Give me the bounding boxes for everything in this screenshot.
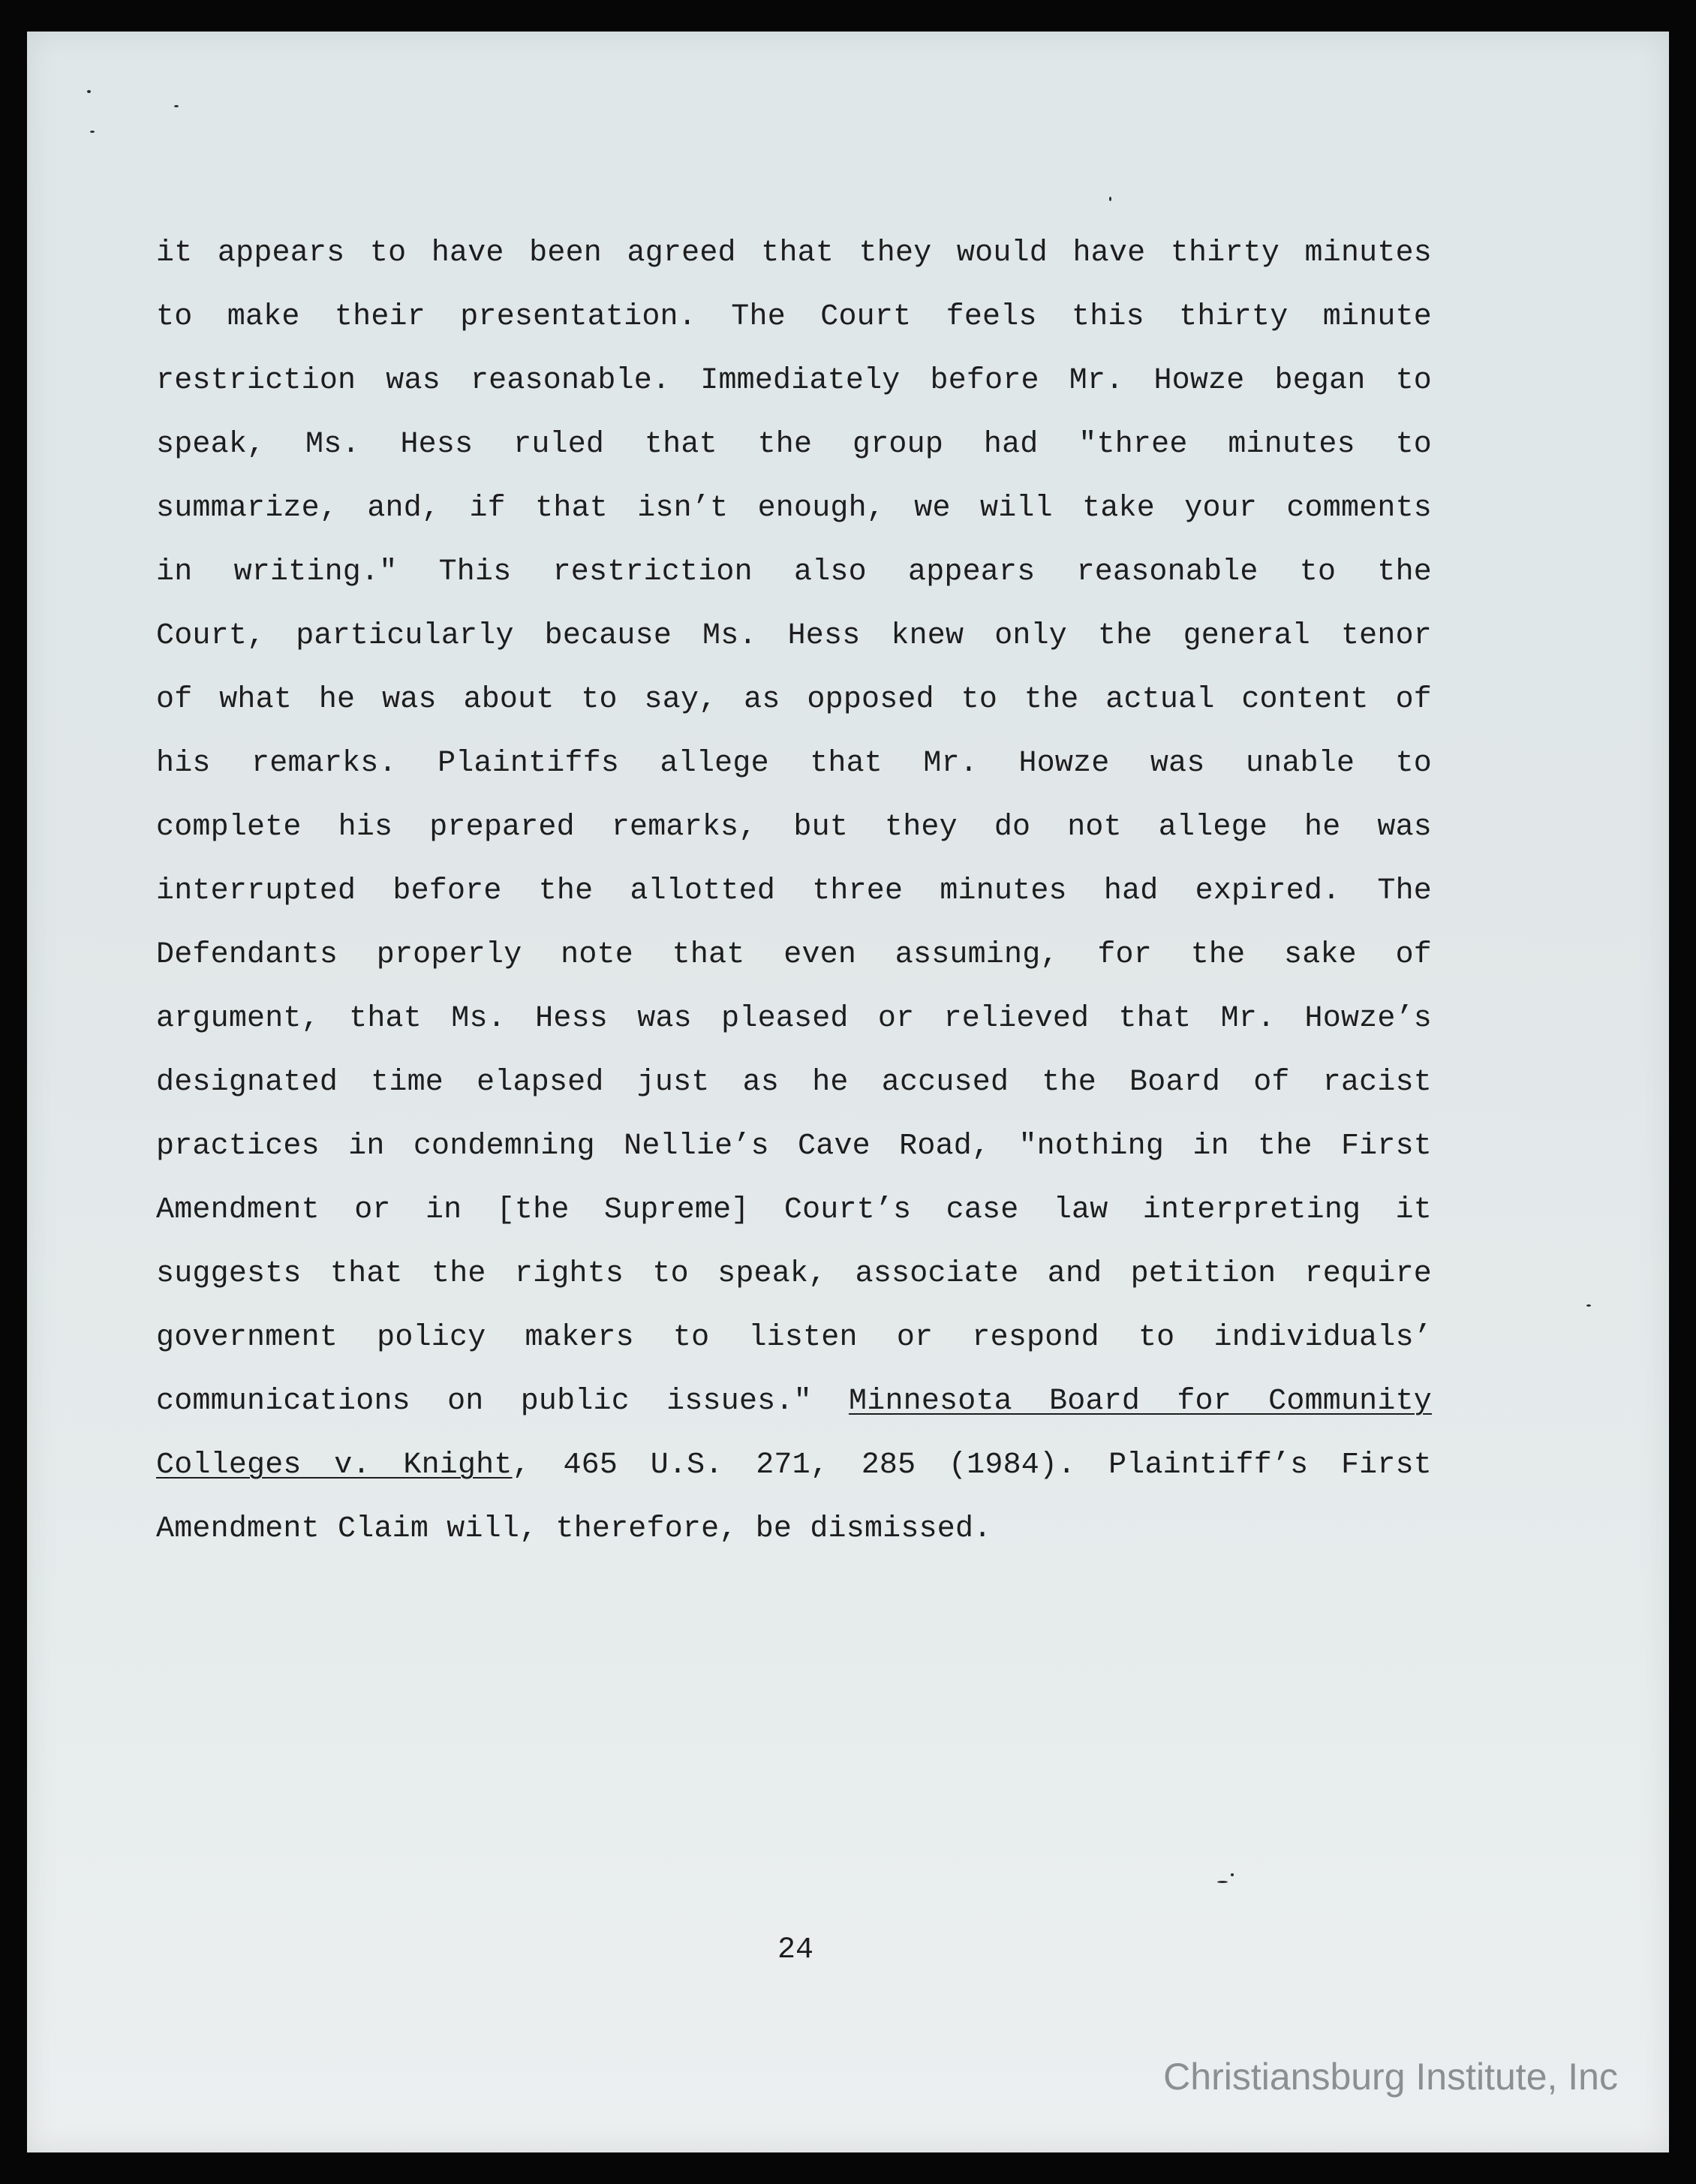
paper-speck <box>174 105 179 107</box>
case-citation: Minnesota Board for Community <box>849 1385 1432 1418</box>
text-line: it appears to have been agreed that they would have thirty minutes <box>156 236 1432 270</box>
text-line: to make their presentation. The Court feels this thirty minute <box>156 300 1432 334</box>
text-line: in writing." This restriction also appears reasonable to the <box>156 555 1432 589</box>
paper-speck <box>1217 1881 1228 1883</box>
citation-line <box>156 1443 1432 1507</box>
citation-line <box>156 1379 1432 1443</box>
paper-speck <box>1109 197 1111 201</box>
text-line: complete his prepared remarks, but they do not allege he was <box>156 811 1432 844</box>
text-line: Court, particularly because Ms. Hess knew only the general tenor <box>156 619 1432 653</box>
text-line: suggests that the rights to speak, associate and petition require <box>156 1257 1432 1291</box>
paper-speck <box>1231 1873 1234 1876</box>
watermark: Christiansburg Institute, Inc <box>1163 2056 1618 2098</box>
text-line: his remarks. Plaintiffs allege that Mr. Howze was unable to <box>156 747 1432 781</box>
paper-speck <box>90 131 95 133</box>
paper-speck <box>1586 1304 1591 1307</box>
text-line: of what he was about to say, as opposed to the actual content of <box>156 683 1432 717</box>
citation-reporter: , 465 U.S. 271, 285 (1984). Plaintiff’s First <box>512 1448 1432 1482</box>
paper-speck <box>87 90 91 93</box>
text-line: Amendment or in [the Supreme] Court’s case law interpreting it <box>156 1193 1432 1227</box>
text-line: government policy makers to listen or respond to individuals’ <box>156 1321 1432 1355</box>
text-line: Amendment Claim will, therefore, be dismissed. <box>156 1512 992 1546</box>
text-line: Defendants properly note that even assuming, for the sake of <box>156 938 1432 972</box>
text-line: communications on public issues." <box>156 1385 812 1418</box>
text-line: speak, Ms. Hess ruled that the group had "three minutes to <box>156 428 1432 462</box>
text-line: summarize, and, if that isn’t enough, we will take your comments <box>156 492 1432 525</box>
text-line: argument, that Ms. Hess was pleased or relieved that Mr. Howze’s <box>156 1002 1432 1036</box>
text-line: interrupted before the allotted three minutes had expired. The <box>156 874 1432 908</box>
body-text <box>156 231 1432 1571</box>
page-number: 24 <box>777 1933 813 1967</box>
text-line: restriction was reasonable. Immediately before Mr. Howze began to <box>156 364 1432 398</box>
text-line: designated time elapsed just as he accused the Board of racist <box>156 1066 1432 1100</box>
text-line: practices in condemning Nellie’s Cave Road, "nothing in the First <box>156 1130 1432 1163</box>
case-citation: Colleges v. Knight <box>156 1448 513 1482</box>
